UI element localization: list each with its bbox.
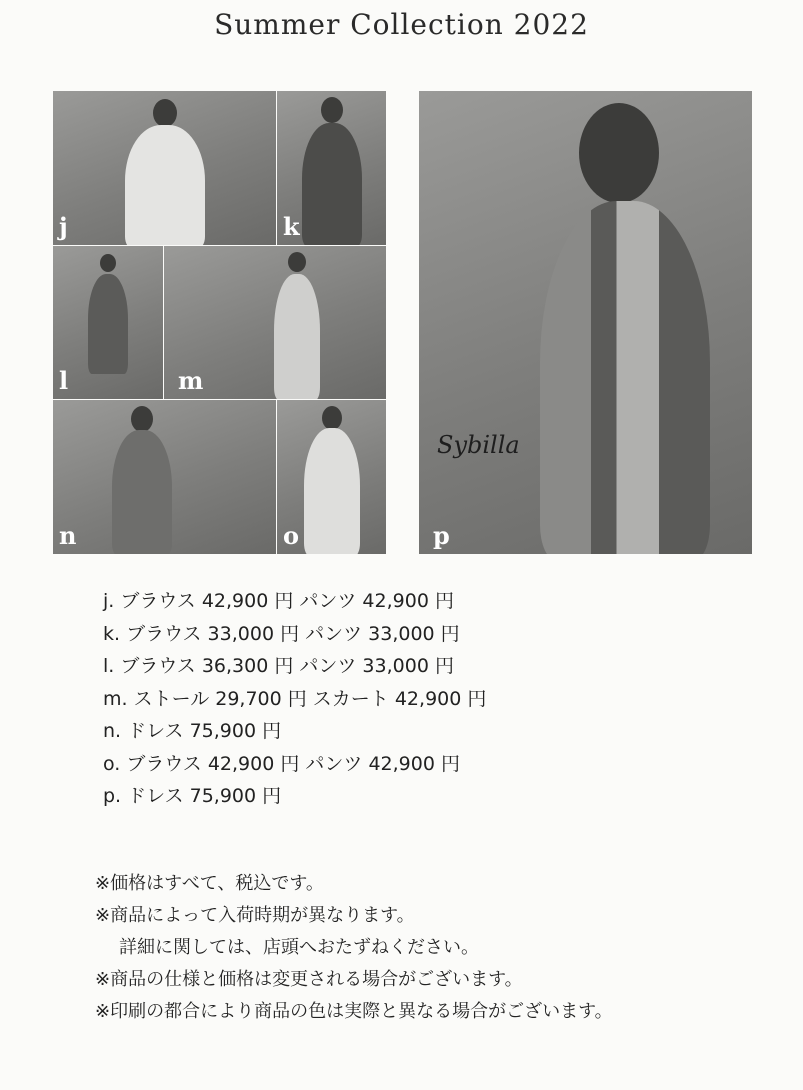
model-head: [100, 254, 116, 272]
price-item: n. ドレス 75,900 円: [103, 720, 282, 742]
price-item: m. ストール 29,700 円 スカート 42,900 円: [103, 687, 487, 710]
photo-p: [419, 91, 752, 554]
note-item: 詳細に関しては、店頭へおたずねください。: [119, 937, 479, 958]
model-head: [153, 99, 177, 127]
photo-o: [277, 400, 386, 554]
price-item: j. ブラウス 42,900 円 パンツ 42,900 円: [103, 590, 454, 612]
photo-l: [53, 246, 163, 399]
photo-letter: n: [59, 521, 77, 550]
page-title: Summer Collection 2022: [214, 8, 589, 41]
photo-letter: k: [283, 212, 300, 241]
model-outfit: [88, 274, 128, 374]
note-item: ※印刷の都合により商品の色は実際と異なる場合がございます。: [95, 1001, 613, 1022]
note-item: ※価格はすべて、税込です。: [95, 873, 324, 894]
model-outfit: [302, 123, 362, 245]
note-item: ※商品の仕様と価格は変更される場合がございます。: [95, 969, 523, 990]
notes-list: [95, 868, 613, 1028]
brand-signature: Sybilla: [437, 431, 520, 459]
price-item: p. ドレス 75,900 円: [103, 785, 282, 807]
price-list: [103, 585, 486, 813]
photo-n: [53, 400, 276, 554]
photo-m: [164, 246, 386, 399]
photo-letter: o: [283, 521, 300, 550]
price-item: o. ブラウス 42,900 円 パンツ 42,900 円: [103, 752, 460, 775]
model-outfit: [112, 430, 172, 554]
note-item: ※商品によって入荷時期が異なります。: [95, 905, 415, 926]
model-outfit: [304, 428, 360, 554]
model-head: [579, 103, 659, 203]
price-item: k. ブラウス 33,000 円 パンツ 33,000 円: [103, 622, 460, 645]
photo-letter: m: [178, 366, 204, 395]
model-outfit: [125, 125, 205, 245]
model-outfit: [540, 201, 710, 554]
model-head: [131, 406, 153, 432]
photo-letter: l: [59, 366, 69, 395]
price-item: l. ブラウス 36,300 円 パンツ 33,000 円: [103, 655, 454, 677]
photo-k: [277, 91, 386, 245]
model-outfit: [274, 274, 320, 399]
photo-letter: p: [433, 521, 450, 550]
model-head: [288, 252, 306, 272]
photo-letter: j: [59, 212, 68, 241]
model-head: [322, 406, 342, 430]
model-head: [321, 97, 343, 123]
photo-j: [53, 91, 276, 245]
